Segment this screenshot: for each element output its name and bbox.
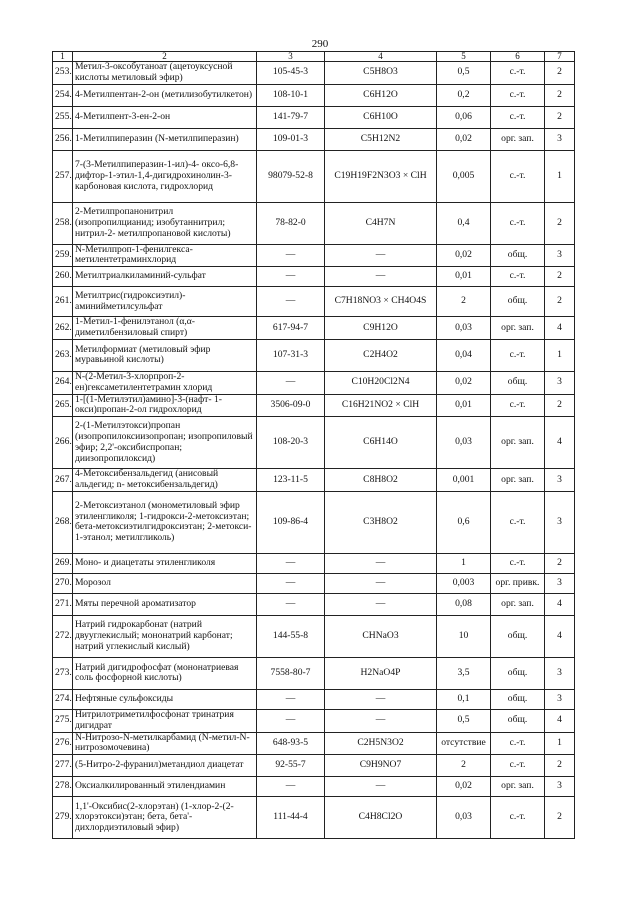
cell-formula: C19H19F2N3O3 × ClH [325,150,437,202]
page-number: 290 [311,38,329,50]
cell-aggregate: с.-т. [491,755,545,777]
cell-hazard: 3 [545,244,575,267]
cell-value: 0,6 [437,491,491,553]
cell-aggregate: орг. зап. [491,128,545,150]
cell-value: 0,01 [437,394,491,417]
cell-formula: — [325,689,437,709]
cell-hazard: 4 [545,709,575,732]
cell-aggregate: с.-т. [491,797,545,839]
cell-cas: — [257,573,325,593]
substances-table [52,51,575,839]
cell-value: 0,03 [437,417,491,469]
table-row [53,128,575,150]
cell-hazard: 1 [545,339,575,371]
table-row [53,657,575,689]
cell-formula: C16H21NO2 × ClH [325,394,437,417]
cell-name: Метил-3-оксобутаноат (ацетоуксусной кислоты метиловый эфир) [73,62,257,85]
cell-hazard: 2 [545,755,575,777]
cell-cas: 617-94-7 [257,317,325,340]
table-row [53,317,575,340]
table-row [53,553,575,573]
cell-value: 0,03 [437,317,491,340]
cell-no: 273. [53,657,73,689]
cell-formula: C2H4O2 [325,339,437,371]
cell-aggregate: с.-т. [491,84,545,106]
cell-name: N-(2-Метил-3-хлорпроп-2-ен)гексаметилентетрамин хлорид [73,371,257,394]
cell-cas: 92-55-7 [257,755,325,777]
cell-name: Морозол [73,573,257,593]
cell-no: 260. [53,267,73,287]
cell-no: 268. [53,491,73,553]
cell-aggregate: орг. привк. [491,573,545,593]
cell-name: 2-Метилпропанонитрил (изопропилцианид; изобутаннитрил; нитрил-2- метилпропановой кислоты) [73,202,257,244]
cell-aggregate: орг. зап. [491,417,545,469]
cell-hazard: 2 [545,106,575,128]
cell-value: 0,2 [437,84,491,106]
cell-cas: — [257,777,325,797]
cell-aggregate: с.-т. [491,62,545,85]
cell-hazard: 1 [545,732,575,755]
cell-formula: C9H9NO7 [325,755,437,777]
cell-aggregate: с.-т. [491,732,545,755]
cell-value: 0,06 [437,106,491,128]
cell-hazard: 2 [545,797,575,839]
cell-formula: C7H18NO3 × CH4O4S [325,287,437,317]
cell-value: 0,005 [437,150,491,202]
cell-hazard: 4 [545,317,575,340]
cell-name: N-Метилпроп-1-фенилгекса-метилентетраминхлорид [73,244,257,267]
table-row [53,150,575,202]
cell-no: 257. [53,150,73,202]
cell-no: 259. [53,244,73,267]
cell-hazard: 2 [545,267,575,287]
cell-value: 0,001 [437,469,491,492]
cell-aggregate: общ. [491,371,545,394]
cell-hazard: 4 [545,615,575,657]
cell-cas: — [257,244,325,267]
cell-aggregate: общ. [491,709,545,732]
cell-cas: 648-93-5 [257,732,325,755]
cell-name: Нефтяные сульфоксиды [73,689,257,709]
cell-aggregate: с.-т. [491,106,545,128]
cell-name: Нитрилотриметилфосфонат тринатрия дигидрат [73,709,257,732]
cell-no: 271. [53,593,73,615]
cell-hazard: 3 [545,777,575,797]
cell-no: 277. [53,755,73,777]
table-row [53,689,575,709]
cell-name: Метилтриалкиламиний-сульфат [73,267,257,287]
cell-cas: 108-10-1 [257,84,325,106]
cell-no: 258. [53,202,73,244]
cell-aggregate: с.-т. [491,553,545,573]
cell-name: N-Нитрозо-N-метилкарбамид (N-метил-N-нитрозомочевина) [73,732,257,755]
cell-formula: — [325,777,437,797]
cell-no: 255. [53,106,73,128]
cell-no: 265. [53,394,73,417]
column-header: 3 [257,52,325,62]
table-row [53,106,575,128]
table-row [53,777,575,797]
cell-value: 0,02 [437,128,491,150]
column-header: 5 [437,52,491,62]
cell-no: 275. [53,709,73,732]
cell-cas: — [257,267,325,287]
cell-value: 0,01 [437,267,491,287]
column-header: 2 [73,52,257,62]
cell-formula: H2NaO4P [325,657,437,689]
cell-value: 2 [437,755,491,777]
table-row [53,84,575,106]
cell-cas: 3506-09-0 [257,394,325,417]
cell-no: 270. [53,573,73,593]
cell-hazard: 4 [545,593,575,615]
cell-no: 262. [53,317,73,340]
cell-formula: — [325,267,437,287]
cell-name: (5-Нитро-2-фуранил)метандиол диацетат [73,755,257,777]
column-header: 1 [53,52,73,62]
cell-value: 0,02 [437,371,491,394]
cell-hazard: 2 [545,84,575,106]
cell-hazard: 2 [545,553,575,573]
cell-formula: C9H12O [325,317,437,340]
cell-value: 0,5 [437,709,491,732]
cell-no: 274. [53,689,73,709]
table-row [53,469,575,492]
column-header: 6 [491,52,545,62]
cell-formula: — [325,593,437,615]
cell-value: 0,5 [437,62,491,85]
cell-formula: — [325,709,437,732]
cell-formula: C5H8O3 [325,62,437,85]
table-row [53,417,575,469]
cell-name: 2-(1-Метилэтокси)пропан (изопропилоксиизопропан; изопропиловый эфир; 2,2'-оксибиспропан; диизопропилоксид) [73,417,257,469]
table-row [53,202,575,244]
cell-no: 263. [53,339,73,371]
cell-cas: 144-55-8 [257,615,325,657]
cell-name: 1-Метил-1-фенилэтанол (α,α-диметилбензиловый спирт) [73,317,257,340]
cell-aggregate: с.-т. [491,491,545,553]
cell-no: 264. [53,371,73,394]
cell-hazard: 1 [545,150,575,202]
cell-value: 1 [437,553,491,573]
table-row [53,797,575,839]
cell-formula: C4H7N [325,202,437,244]
cell-no: 269. [53,553,73,573]
cell-cas: 109-86-4 [257,491,325,553]
cell-name: Натрий гидрокарбонат (натрий двууглекислый; мононатрий карбонат; натрий углекислый кислый) [73,615,257,657]
cell-cas: 98079-52-8 [257,150,325,202]
cell-name: 4-Метилпент-3-ен-2-он [73,106,257,128]
table-row [53,755,575,777]
cell-hazard: 2 [545,287,575,317]
cell-no: 254. [53,84,73,106]
cell-name: Метилформиат (метиловый эфир муравьиной кислоты) [73,339,257,371]
cell-cas: 105-45-3 [257,62,325,85]
cell-name: 1-Метилпиперазин (N-метилпиперазин) [73,128,257,150]
cell-hazard: 3 [545,469,575,492]
cell-aggregate: орг. зап. [491,777,545,797]
cell-cas: — [257,593,325,615]
cell-aggregate: с.-т. [491,339,545,371]
table-row [53,339,575,371]
cell-hazard: 3 [545,128,575,150]
cell-formula: C10H20Cl2N4 [325,371,437,394]
cell-value: 0,003 [437,573,491,593]
cell-value: 0,08 [437,593,491,615]
cell-name: Моно- и диацетаты этиленгликоля [73,553,257,573]
cell-no: 256. [53,128,73,150]
cell-name: 4-Метилпентан-2-он (метилизобутилкетон) [73,84,257,106]
cell-hazard: 3 [545,689,575,709]
cell-hazard: 4 [545,417,575,469]
cell-formula: C3H8O2 [325,491,437,553]
cell-formula: — [325,244,437,267]
cell-formula: C6H12O [325,84,437,106]
cell-cas: 141-79-7 [257,106,325,128]
cell-name: Мяты перечной ароматизатор [73,593,257,615]
table-row [53,615,575,657]
cell-value: 10 [437,615,491,657]
cell-value: 3,5 [437,657,491,689]
cell-cas: 7558-80-7 [257,657,325,689]
cell-aggregate: орг. зап. [491,593,545,615]
cell-no: 278. [53,777,73,797]
cell-name: 4-Метоксибензальдегид (анисовый альдегид; n- метоксибензальдегид) [73,469,257,492]
cell-cas: — [257,689,325,709]
cell-formula: C6H14O [325,417,437,469]
column-header: 7 [545,52,575,62]
cell-aggregate: общ. [491,689,545,709]
cell-cas: — [257,371,325,394]
cell-hazard: 3 [545,657,575,689]
table-row [53,371,575,394]
cell-no: 279. [53,797,73,839]
cell-name: Оксиалкилированный этилендиамин [73,777,257,797]
cell-no: 253. [53,62,73,85]
cell-cas: — [257,553,325,573]
cell-name: 1-[(1-Метилэтил)амино]-3-(нафт- 1-окси)пропан-2-ол гидрохлорид [73,394,257,417]
cell-value: 0,02 [437,777,491,797]
cell-aggregate: с.-т. [491,202,545,244]
cell-formula: — [325,573,437,593]
table-row [53,244,575,267]
table-row [53,573,575,593]
cell-formula: C8H8O2 [325,469,437,492]
cell-aggregate: общ. [491,615,545,657]
cell-no: 266. [53,417,73,469]
cell-value: 0,02 [437,244,491,267]
cell-value: отсутствие [437,732,491,755]
cell-formula: C4H8Cl2O [325,797,437,839]
cell-formula: — [325,553,437,573]
cell-value: 0,04 [437,339,491,371]
cell-no: 272. [53,615,73,657]
cell-value: 0,03 [437,797,491,839]
cell-cas: 123-11-5 [257,469,325,492]
cell-aggregate: орг. зап. [491,469,545,492]
cell-value: 0,4 [437,202,491,244]
table-row [53,732,575,755]
table-row [53,491,575,553]
cell-aggregate: с.-т. [491,394,545,417]
header-row [53,52,575,62]
cell-cas: 107-31-3 [257,339,325,371]
table-row [53,394,575,417]
cell-name: Натрий дигидрофосфат (мононатриевая соль фосфорной кислоты) [73,657,257,689]
cell-aggregate: с.-т. [491,150,545,202]
cell-hazard: 2 [545,202,575,244]
cell-aggregate: общ. [491,244,545,267]
table-row [53,709,575,732]
table-row [53,62,575,85]
cell-aggregate: общ. [491,287,545,317]
cell-cas: — [257,709,325,732]
cell-cas: 108-20-3 [257,417,325,469]
cell-formula: CHNaO3 [325,615,437,657]
cell-formula: C5H12N2 [325,128,437,150]
cell-cas: 109-01-3 [257,128,325,150]
cell-name: 2-Метоксиэтанол (монометиловый эфир этиленгликоля; 1-гидрокси-2-метоксиэтан; бета-метоксиэтилгидроксиэтан; 2-метокси- 1-этанол; метилгликоль) [73,491,257,553]
cell-hazard: 2 [545,394,575,417]
cell-name: 1,1'-Оксибис(2-хлорэтан) (1-хлор-2-(2-хлорэтокси)этан; бета, бета'-дихлордиэтиловый эфир) [73,797,257,839]
column-header: 4 [325,52,437,62]
cell-formula: C6H10O [325,106,437,128]
table-row [53,593,575,615]
cell-aggregate: с.-т. [491,267,545,287]
cell-name: 7-(3-Метилпиперазин-1-ил)-4- оксо-6,8-дифтор-1-этил-1,4-дигидрохинолин-3-карбоновая кислота, гидрохлорид [73,150,257,202]
cell-no: 276. [53,732,73,755]
cell-no: 261. [53,287,73,317]
cell-cas: 78-82-0 [257,202,325,244]
cell-cas: — [257,287,325,317]
cell-name: Метилтрис(гидроксиэтил)-аминийметилсульфат [73,287,257,317]
cell-cas: 111-44-4 [257,797,325,839]
table-row [53,267,575,287]
cell-formula: C2H5N3O2 [325,732,437,755]
cell-value: 0,1 [437,689,491,709]
cell-hazard: 2 [545,62,575,85]
cell-no: 267. [53,469,73,492]
cell-hazard: 3 [545,371,575,394]
cell-hazard: 3 [545,491,575,553]
cell-value: 2 [437,287,491,317]
cell-aggregate: общ. [491,657,545,689]
table-row [53,287,575,317]
cell-aggregate: орг. зап. [491,317,545,340]
cell-hazard: 3 [545,573,575,593]
